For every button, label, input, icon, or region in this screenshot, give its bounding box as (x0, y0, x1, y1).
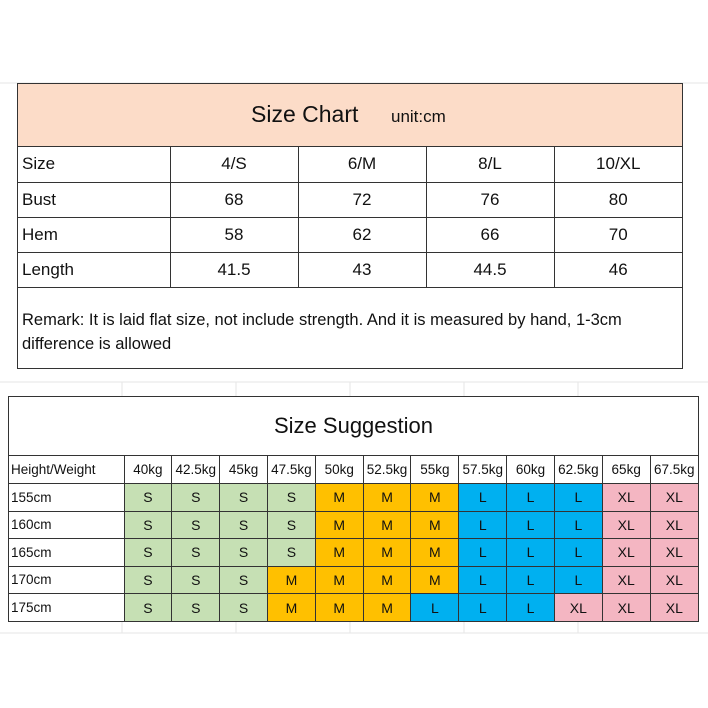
weight-header: 52.5kg (363, 456, 411, 484)
size-suggestion-cell: L (459, 594, 507, 622)
size-suggestion-cell: M (315, 511, 363, 539)
size-chart-cell: 80 (554, 182, 682, 217)
size-suggestion-row (9, 566, 698, 594)
size-chart-cell: 70 (554, 217, 682, 252)
size-chart-unit: unit:cm (391, 107, 446, 126)
size-suggestion-cell: S (124, 566, 172, 594)
size-suggestion-cell: M (363, 539, 411, 567)
size-suggestion-cell: XL (602, 566, 650, 594)
size-chart-cell: 68 (170, 182, 298, 217)
size-chart-row-label: Hem (18, 217, 170, 252)
size-suggestion-cell: L (507, 566, 555, 594)
weight-header: 60kg (507, 456, 555, 484)
size-suggestion-cell: S (172, 484, 220, 512)
size-suggestion-cell: M (315, 566, 363, 594)
size-suggestion-cell: M (267, 566, 315, 594)
weight-header: 40kg (124, 456, 172, 484)
size-suggestion-cell: M (363, 594, 411, 622)
size-chart-header (18, 84, 682, 147)
size-chart-remark: Remark: It is laid flat size, not include strength. And it is measured by hand, 1-3cm difference is allowed (22, 310, 622, 353)
size-suggestion-cell: L (459, 539, 507, 567)
size-suggestion-cell: L (507, 511, 555, 539)
size-suggestion-cell: XL (554, 594, 602, 622)
size-suggestion-cell: S (172, 539, 220, 567)
size-chart-cell: 72 (298, 182, 426, 217)
size-suggestion-header-row (9, 456, 698, 484)
size-suggestion-cell: L (507, 594, 555, 622)
size-suggestion-cell: M (315, 484, 363, 512)
size-suggestion-cell: L (554, 511, 602, 539)
size-suggestion-cell: L (554, 539, 602, 567)
weight-header: 65kg (602, 456, 650, 484)
height-label: 155cm (9, 484, 124, 512)
size-suggestion-cell: M (267, 594, 315, 622)
weight-header: 45kg (220, 456, 268, 484)
size-suggestion-cell: XL (650, 594, 698, 622)
size-chart-cell: 76 (426, 182, 554, 217)
size-suggestion-cell: XL (650, 511, 698, 539)
height-label: 160cm (9, 511, 124, 539)
size-suggestion-cell: M (315, 539, 363, 567)
size-suggestion-cell: L (459, 484, 507, 512)
size-chart-cell: 41.5 (170, 252, 298, 287)
weight-header: 47.5kg (267, 456, 315, 484)
size-chart-cell: 44.5 (426, 252, 554, 287)
size-chart-cell: 58 (170, 217, 298, 252)
size-suggestion-cell: XL (602, 484, 650, 512)
size-chart-cell: 43 (298, 252, 426, 287)
size-suggestion-cell: M (363, 511, 411, 539)
size-suggestion-row (9, 484, 698, 512)
size-suggestion-cell: S (220, 566, 268, 594)
size-suggestion-cell: S (124, 594, 172, 622)
size-suggestion-cell: M (363, 566, 411, 594)
size-suggestion-row (9, 539, 698, 567)
size-chart-cell: 66 (426, 217, 554, 252)
height-label: 170cm (9, 566, 124, 594)
size-suggestion-cell: M (315, 594, 363, 622)
size-suggestion-cell: L (554, 566, 602, 594)
size-suggestion-cell: L (507, 484, 555, 512)
size-chart-row (18, 147, 682, 182)
size-suggestion-cell: S (124, 539, 172, 567)
size-suggestion-cell: L (554, 484, 602, 512)
size-suggestion-cell: S (124, 511, 172, 539)
size-chart-row (18, 252, 682, 287)
size-chart-row-label: Size (18, 147, 170, 182)
size-suggestion-cell: S (220, 594, 268, 622)
weight-header: 57.5kg (459, 456, 507, 484)
size-chart-cell: 6/M (298, 147, 426, 182)
size-suggestion-cell: S (267, 539, 315, 567)
size-suggestion-cell: S (172, 594, 220, 622)
size-suggestion-cell: XL (602, 511, 650, 539)
size-suggestion-cell: S (267, 484, 315, 512)
size-chart-cell: 4/S (170, 147, 298, 182)
size-suggestion-cell: XL (602, 539, 650, 567)
size-suggestion-cell: M (411, 566, 459, 594)
size-chart-cell: 8/L (426, 147, 554, 182)
height-label: 175cm (9, 594, 124, 622)
height-weight-corner-label: Height/Weight (9, 456, 124, 484)
size-suggestion-cell: S (172, 566, 220, 594)
size-suggestion-cell: S (220, 484, 268, 512)
size-suggestion-cell: XL (602, 594, 650, 622)
size-suggestion-cell: XL (650, 566, 698, 594)
size-chart-grid (18, 147, 682, 288)
size-suggestion-row (9, 594, 698, 622)
size-chart-cell: 62 (298, 217, 426, 252)
size-suggestion-cell: M (363, 484, 411, 512)
size-suggestion-cell: S (172, 511, 220, 539)
size-chart-table (17, 83, 683, 369)
size-suggestion-cell: M (411, 484, 459, 512)
size-suggestion-cell: S (220, 511, 268, 539)
size-suggestion-table (8, 396, 699, 622)
size-chart-cell: 46 (554, 252, 682, 287)
size-suggestion-cell: M (411, 511, 459, 539)
size-suggestion-cell: M (411, 539, 459, 567)
size-chart-title: Size Chart (251, 101, 359, 127)
size-suggestion-cell: L (411, 594, 459, 622)
size-suggestion-cell: XL (650, 484, 698, 512)
size-suggestion-title: Size Suggestion (9, 397, 698, 456)
size-chart-row (18, 217, 682, 252)
weight-header: 42.5kg (172, 456, 220, 484)
size-suggestion-cell: XL (650, 539, 698, 567)
size-chart-row-label: Bust (18, 182, 170, 217)
height-label: 165cm (9, 539, 124, 567)
size-suggestion-row (9, 511, 698, 539)
weight-header: 67.5kg (650, 456, 698, 484)
size-suggestion-cell: L (459, 566, 507, 594)
size-suggestion-cell: S (124, 484, 172, 512)
size-suggestion-cell: L (507, 539, 555, 567)
weight-header: 55kg (411, 456, 459, 484)
weight-header: 50kg (315, 456, 363, 484)
weight-header: 62.5kg (554, 456, 602, 484)
size-suggestion-cell: S (267, 511, 315, 539)
size-chart-row-label: Length (18, 252, 170, 287)
size-suggestion-grid (9, 456, 698, 621)
size-chart-row (18, 182, 682, 217)
size-suggestion-cell: S (220, 539, 268, 567)
size-chart-cell: 10/XL (554, 147, 682, 182)
size-suggestion-cell: L (459, 511, 507, 539)
